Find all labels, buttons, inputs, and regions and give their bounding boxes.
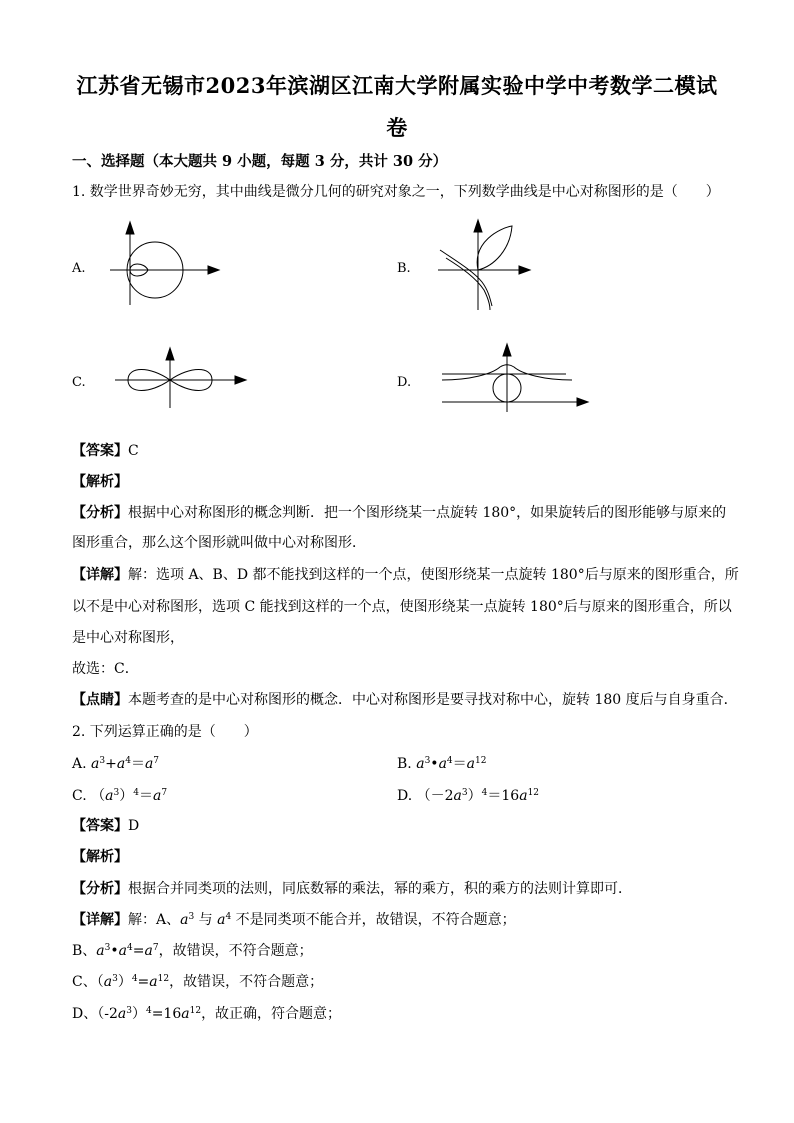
option-b-label: B. (397, 261, 411, 276)
q1-fenxi-line1 (72, 503, 726, 523)
q1-fenxi-line2: 图形重合，那么这个图形就叫做中心对称图形． (72, 535, 366, 551)
q1-xiangjie-line3: 是中心对称图形， (72, 630, 184, 646)
q1-analysis-tag: 【解析】 (72, 474, 128, 490)
page-title-cont: 卷 (386, 115, 408, 140)
option-a-label: A. (72, 261, 86, 276)
question-1-stem: 1. 数学世界奇妙无穷，其中曲线是微分几何的研究对象之一，下列数学曲线是中心对称图形的是（ ） (72, 184, 720, 200)
q1-dianjing-text: 本题考查的是中心对称图形的概念．中心对称图形是要寻找对称中心，旋转 180 度后与自身重合． (128, 692, 738, 708)
q2-xiangjie-line-c: C、$(a^3)^4=a^{12}$，故错误，不符合题意； (72, 974, 324, 990)
option-d-label: D. (397, 375, 412, 390)
q2-xiangjie-line-d: D、$(-2a^3)^4=16a^{12}$，故正确，符合题意； (72, 1006, 342, 1022)
q2-answer: D (128, 818, 140, 834)
q2-fenxi-text: 根据合并同类项的法则，同底数幂的乘法，幂的乘方，积的乘方的法则计算即可． (128, 881, 632, 897)
page-title: 江苏省无锡市2023年滨湖区江南大学附属实验中学中考数学二模试 (76, 73, 718, 98)
q2-answer-tag: 【答案】 (72, 818, 128, 834)
q2-answer-line (72, 816, 139, 836)
question-2-stem: 2. 下列运算正确的是（ ） (72, 724, 258, 740)
q2-xiangjie-line-b: B、$a^3•a^4=a^7$，故错误，不符合题意； (72, 943, 313, 959)
q1-answer-line (72, 441, 139, 461)
q1-answer: C (128, 443, 139, 459)
q1-dianjing-line (72, 690, 738, 710)
q2-analysis-tag: 【解析】 (72, 849, 128, 865)
q2-fenxi-line (72, 879, 632, 899)
q1-xiangjie-line2: 以不是中心对称图形，选项 C 能找到这样的一个点，使图形绕某一点旋转 180°后与原来的图形重合，所以 (72, 599, 732, 615)
q2-fenxi-tag: 【分析】 (72, 881, 128, 897)
q2-option-a: A. $a^3+a^4=a^7$ (72, 756, 160, 772)
q2-option-b: B. $a^3•a^4=a^{12}$ (397, 756, 487, 772)
q1-dianjing-tag: 【点睛】 (72, 692, 128, 708)
section-heading: 一、选择题（本大题共 9 小题，每题 3 分，共计 30 分） (72, 153, 448, 170)
q2-option-d: D. $(-2a^3)^4=16a^{12}$ (397, 788, 540, 804)
option-c-label: C. (72, 375, 86, 390)
q1-xiangjie-tag: 【详解】 (72, 567, 128, 583)
q1-answer-tag: 【答案】 (72, 443, 128, 459)
q1-xiangjie-line1 (72, 565, 739, 585)
q2-xiangjie-line1: 【详解】解：A、$a^3$ 与 $a^4$ 不是同类项不能合并，故错误，不符合题意； (72, 912, 516, 928)
q1-xiangjie-text1: 解：选项 A、B、D 都不能找到这样的一个点，使图形绕某一点旋转 180°后与原来的图形重合，所 (128, 567, 739, 583)
q1-fenxi-text1: 根据中心对称图形的概念判断．把一个图形绕某一点旋转 180°，如果旋转后的图形能够与原来的 (128, 505, 727, 521)
q2-xiangjie-tag: 【详解】 (72, 912, 128, 928)
q2-option-c: C. $(a^3)^4=a^7$ (72, 788, 168, 804)
q1-xiangjie-line4: 故选：C． (72, 661, 139, 677)
q1-fenxi-tag: 【分析】 (72, 505, 128, 521)
